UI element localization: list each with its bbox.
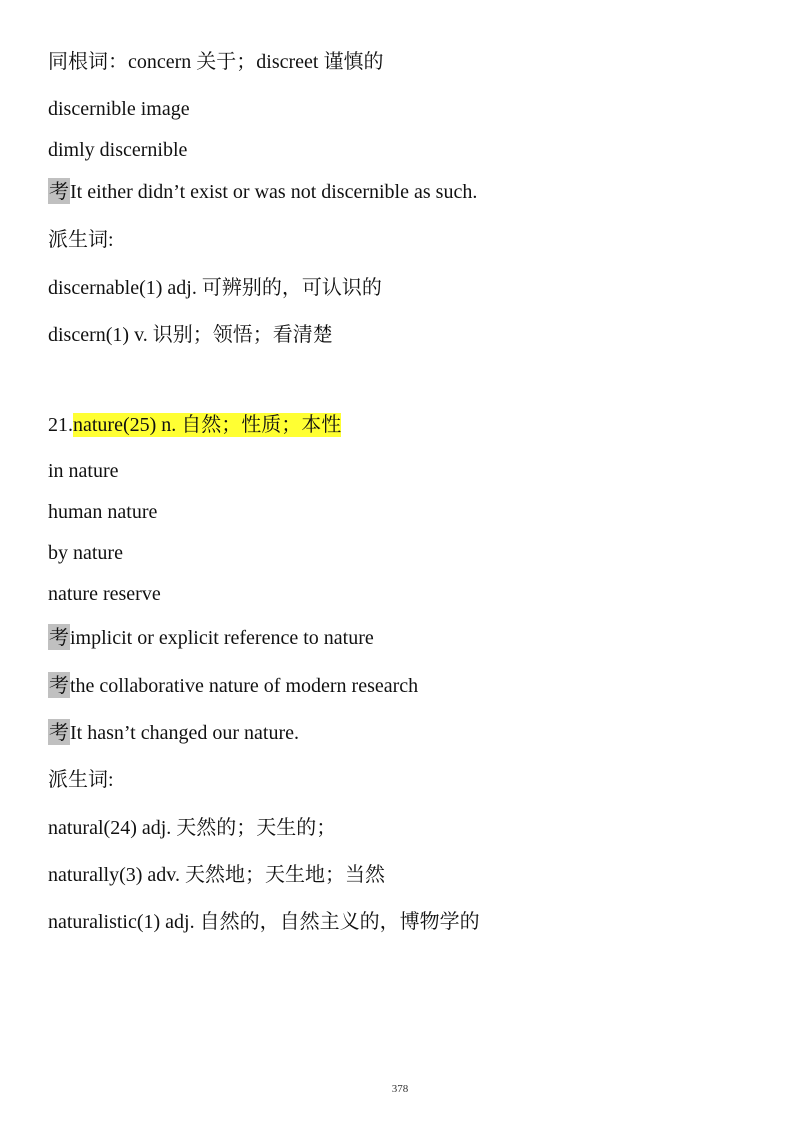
derivatives-heading: 派生词:: [48, 769, 114, 791]
derivatives-heading: 派生词:: [48, 229, 114, 251]
phrase-line: in nature: [48, 460, 119, 482]
derivative-line: naturally(3) adv. 天然地；天生地；当然: [48, 864, 385, 886]
exam-example-line: 考the collaborative nature of modern research: [49, 673, 419, 697]
phrase-line: dimly discernible: [48, 139, 188, 161]
exam-mark: 考: [49, 179, 69, 203]
phrase-line: human nature: [48, 501, 158, 523]
exam-example-line: 考It hasn’t changed our nature.: [49, 720, 299, 744]
exam-mark: 考: [49, 625, 69, 649]
phrase-line: nature reserve: [48, 583, 161, 605]
exam-example-line: 考It either didn’t exist or was not discernible as such.: [49, 179, 478, 203]
synonyms-line: 同根词：concern 关于；discreet 谨慎的: [48, 51, 384, 73]
derivative-line: discernable(1) adj. 可辨别的，可认识的: [48, 277, 382, 299]
derivative-line: naturalistic(1) adj. 自然的，自然主义的，博物学的: [48, 911, 480, 933]
phrase-line: by nature: [48, 542, 123, 564]
page-number: 378: [391, 1083, 409, 1095]
exam-mark: 考: [49, 720, 69, 744]
entry-headword: nature(25) n. 自然；性质；本性: [73, 414, 342, 436]
entry-heading: [48, 412, 341, 438]
phrase-line: discernible image: [48, 98, 190, 120]
exam-example-line: 考implicit or explicit reference to nature: [49, 625, 374, 649]
exam-mark: 考: [49, 673, 69, 697]
derivative-line: natural(24) adj. 天然的；天生的；: [48, 817, 337, 839]
derivative-line: discern(1) v. 识别；领悟；看清楚: [48, 324, 333, 346]
entry-number: 21.: [48, 414, 73, 436]
